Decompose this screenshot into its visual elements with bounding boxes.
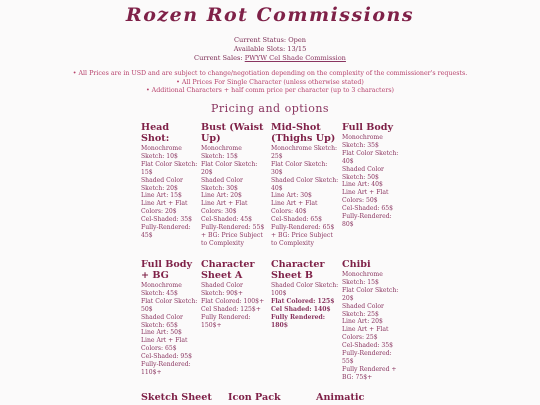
price-item: 80$ (342, 220, 354, 228)
price-item: Cel-Shaded: 95$ (141, 353, 193, 361)
price-item: Sketch: 30$ (201, 184, 238, 192)
price-item: Line Art + Flat (141, 200, 188, 208)
price-item: Cel-Shaded: 45$ (201, 216, 253, 224)
price-item: Cel Shaded: 140$ (271, 305, 331, 313)
price-item: Sketch: 50$ (342, 173, 379, 181)
price-item: Flat Color Sketch: (271, 160, 328, 168)
price-column-head-shot (141, 122, 199, 240)
price-item: Monochrome (141, 282, 182, 289)
price-item: Monochrome (342, 271, 383, 278)
current-sales-label: Current Sales: (194, 54, 245, 62)
price-item: Line Art + Flat (141, 337, 188, 345)
price-item: Cel-Shaded: 35$ (141, 216, 193, 224)
price-item: Monochrome Sketch: (271, 145, 338, 152)
price-item: Line Art: 40$ (342, 181, 383, 189)
column-heading: Bust (Waist Up) (201, 122, 264, 144)
heading-sketch-sheet: Sketch Sheet (141, 392, 212, 403)
price-item: Fully-Rendered: 65$ (271, 224, 335, 232)
price-item: Sketch: 15$ (201, 152, 238, 160)
price-item: Monochrome (342, 134, 383, 141)
price-item: Shaded Color (201, 282, 243, 289)
price-item: Sketch: 25$ (342, 310, 379, 318)
price-item: Fully-Rendered: (342, 350, 392, 358)
price-item: to Complexity (271, 239, 314, 247)
price-item: 50$ (141, 305, 153, 313)
price-item: Flat Color Sketch: (201, 160, 258, 168)
price-item: Line Art: 30$ (271, 192, 312, 200)
price-item: BG: 75$+ (342, 373, 373, 381)
price-column-character-sheet-a (201, 259, 269, 329)
price-item: 15$ (141, 168, 153, 176)
price-item: Cel-Shaded: 65$ (342, 205, 394, 213)
available-slots: Available Slots: 13/15 (233, 45, 307, 53)
price-item: Sketch: 20$ (141, 184, 178, 192)
note-item: • Additional Characters + half comm price per character (up to 3 characters) (145, 87, 395, 95)
price-item: Fully Rendered + (342, 365, 397, 373)
price-item: Colors: 40$ (271, 208, 307, 216)
column-heading: Chibi (342, 259, 371, 270)
column-heading: Character Sheet B (271, 259, 325, 281)
price-item: 25$ (271, 152, 283, 160)
price-item: Shaded Color Sketch: (271, 176, 339, 184)
price-item: Shaded Color (141, 313, 183, 321)
price-item: Line Art + Flat (201, 200, 248, 208)
price-item: 30$ (271, 168, 283, 176)
price-item: Flat Color Sketch: (141, 297, 198, 305)
price-item: Line Art + Flat (271, 200, 318, 208)
price-item: Line Art + Flat (342, 189, 389, 197)
price-item: Colors: 30$ (201, 208, 237, 216)
price-item: Line Art: 50$ (141, 329, 182, 337)
price-item: Monochrome (201, 145, 242, 152)
note-item: • All Prices For Single Character (unless otherwise stated) (176, 78, 364, 86)
price-item: Shaded Color (141, 176, 183, 184)
price-item: Fully-Rendered: (141, 361, 191, 369)
column-heading: Head Shot: (141, 122, 170, 144)
price-item: 20$ (201, 168, 213, 176)
price-item: Fully Rendered: (201, 313, 251, 321)
price-column-chibi (342, 259, 402, 382)
price-item: 55$ (342, 357, 354, 365)
price-column-mid-shot (271, 122, 339, 248)
price-item: Colors: 50$ (342, 197, 378, 205)
price-item: Line Art: 20$ (342, 318, 383, 326)
price-item: Cel-Shaded: 35$ (342, 342, 394, 350)
price-item: Sketch: 15$ (342, 278, 379, 286)
status-block (0, 36, 540, 63)
price-item: Shaded Color Sketch: (271, 282, 339, 289)
price-item: Colors: 25$ (342, 334, 378, 342)
price-item: + BG: Price Subject (271, 231, 333, 239)
price-item: to Complexity (201, 239, 244, 247)
price-column-bust (201, 122, 269, 248)
column-heading: Full Body (342, 122, 394, 133)
price-item: 150$+ (201, 321, 222, 329)
column-heading: Character Sheet A (201, 259, 255, 281)
price-item: Colors: 65$ (141, 345, 177, 353)
price-item: Colors: 20$ (141, 208, 177, 216)
price-item: Line Art: 20$ (201, 192, 242, 200)
price-item: + BG: Price Subject (201, 231, 263, 239)
price-item: Fully-Rendered: (342, 213, 392, 221)
note-item: • All Prices are in USD and are subject to change/negotiation depending on the complexity of the commissioner's requests. (72, 70, 468, 77)
price-item: Sketch: 10$ (141, 152, 178, 160)
price-item: Cel-Shaded: 65$ (271, 216, 323, 224)
price-item: Shaded Color (342, 302, 384, 310)
price-item: Sketch: 35$ (342, 141, 379, 149)
price-item: 40$ (271, 184, 283, 192)
price-item: Sketch: 90$+ (201, 289, 243, 297)
price-item: Flat Color Sketch: (141, 160, 198, 168)
price-item: Fully Rendered: 180$ (271, 313, 326, 329)
price-item: Fully-Rendered: 55$ (201, 224, 265, 232)
price-item: Shaded Color (342, 165, 384, 173)
heading-animatic: Animatic (316, 392, 365, 403)
page-title: Rozen Rot Commissions (125, 4, 415, 26)
price-item: 100$ (271, 289, 287, 297)
price-item: Shaded Color (201, 176, 243, 184)
current-sales (0, 54, 540, 63)
price-column-full-body-bg (141, 259, 199, 377)
price-item: Line Art + Flat (342, 326, 389, 334)
price-item: Flat Colored: 125$ (271, 297, 335, 305)
price-item: 45$ (141, 231, 153, 239)
price-item: 110$+ (141, 368, 162, 376)
price-column-character-sheet-b (271, 259, 339, 329)
price-item: Monochrome (141, 145, 182, 152)
price-item: 20$ (342, 294, 354, 302)
pricing-notes (0, 70, 540, 96)
price-item: Sketch: 45$ (141, 289, 178, 297)
price-item: Flat Color Sketch: (342, 149, 399, 157)
price-item: Flat Colored: 100$+ (201, 297, 265, 305)
price-item: Sketch: 65$ (141, 321, 178, 329)
current-status: Current Status: Open (234, 36, 306, 44)
price-item: Line Art: 15$ (141, 192, 182, 200)
section-heading: Pricing and options (210, 102, 330, 115)
price-item: Flat Color Sketch: (342, 286, 399, 294)
column-heading: Full Body + BG (141, 259, 193, 281)
price-item: 40$ (342, 157, 354, 165)
current-sales-link[interactable]: PWYW Cel Shade Commission (244, 54, 346, 62)
price-column-full-body (342, 122, 402, 229)
price-item: Cel Shaded: 125$+ (201, 305, 261, 313)
price-item: Fully-Rendered: (141, 224, 191, 232)
heading-icon-pack: Icon Pack (228, 392, 281, 403)
column-heading: Mid-Shot (Thighs Up) (271, 122, 336, 144)
